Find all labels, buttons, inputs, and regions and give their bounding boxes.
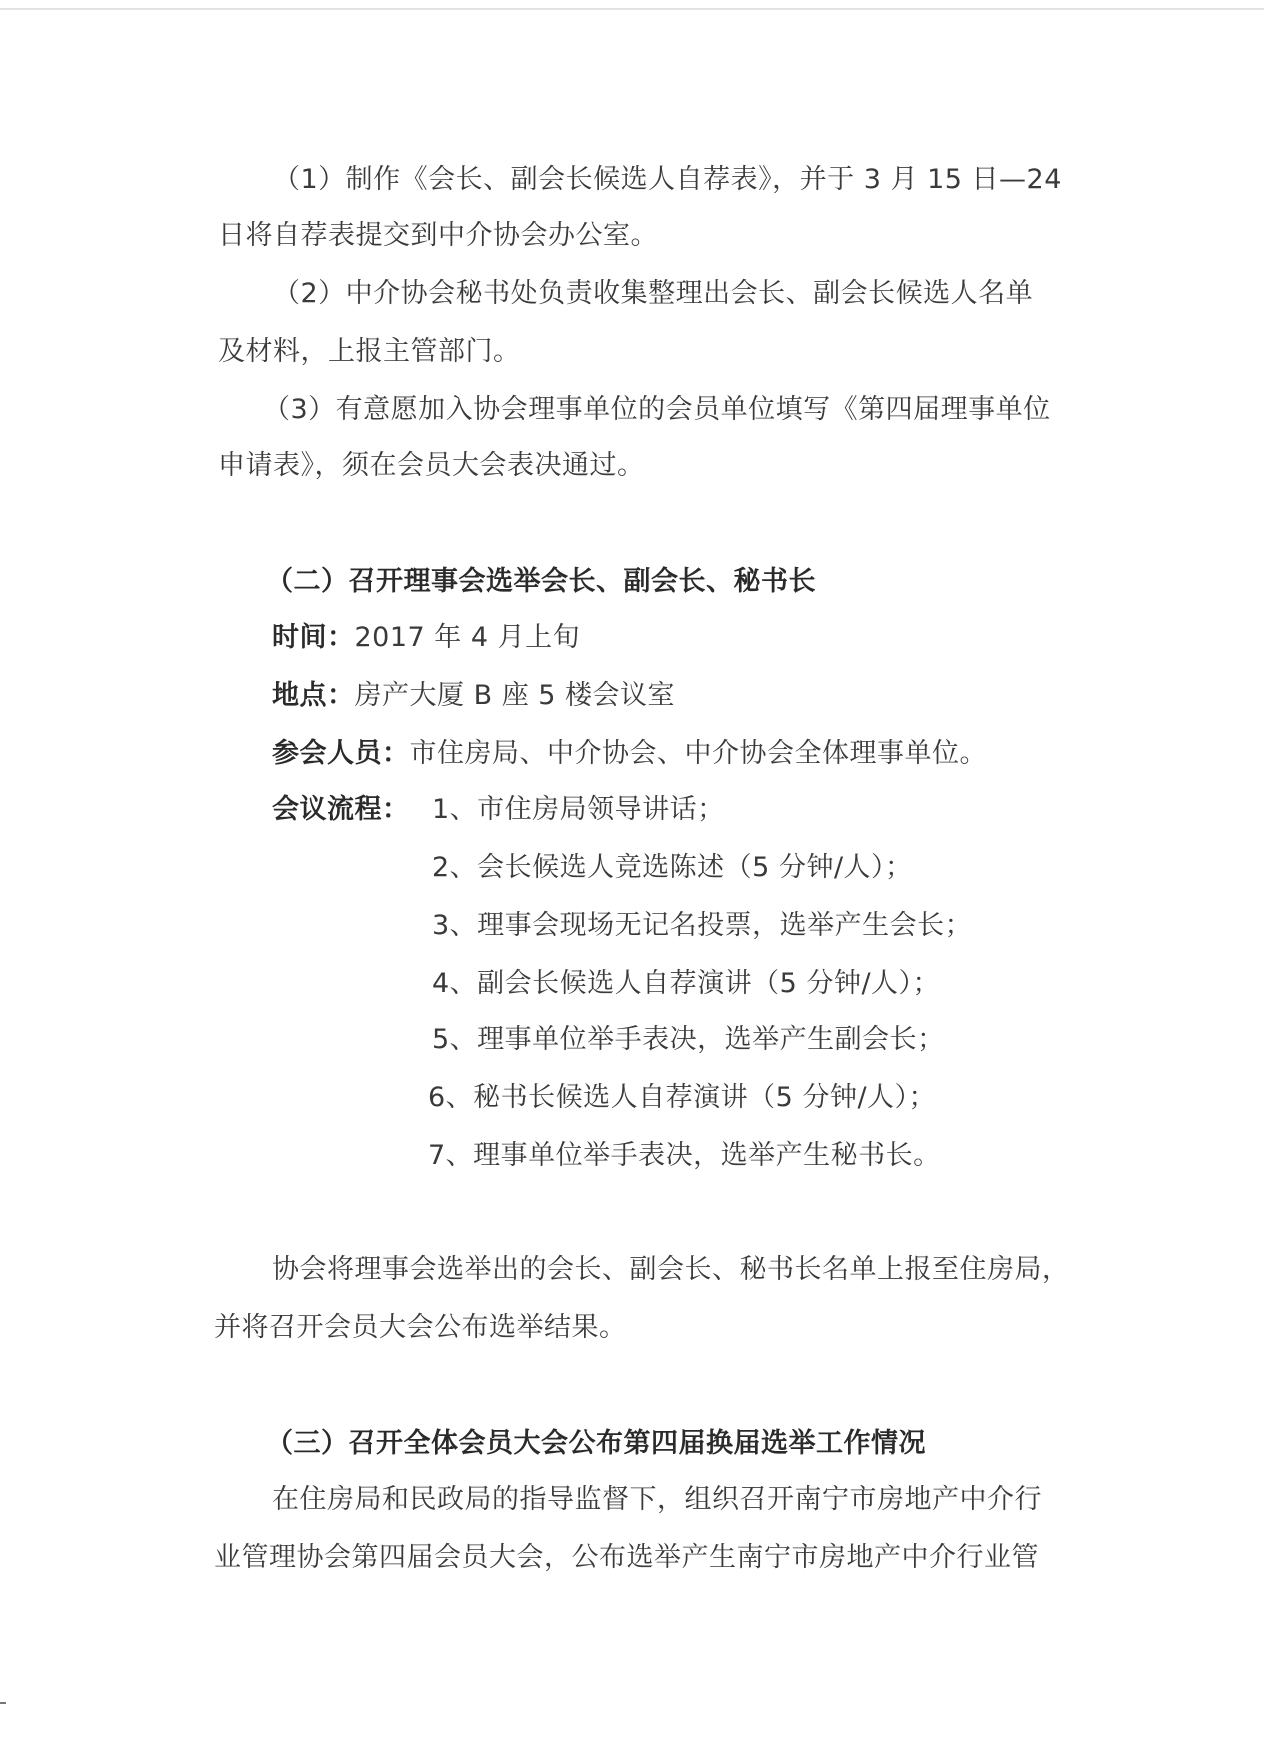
flow-step-4: 4、副会长候选人自荐演讲（5 分钟/人）； bbox=[432, 968, 941, 999]
flow-step-2: 2、会长候选人竞选陈述（5 分钟/人）； bbox=[432, 852, 913, 883]
meeting-place-value: 房产大厦 B 座 5 楼会议室 bbox=[354, 680, 676, 711]
flow-step-1: 1、市住房局领导讲话； bbox=[432, 794, 725, 825]
scan-top-rule bbox=[0, 8, 1264, 10]
list-item-1-line-1: （1）制作《会长、副会长候选人自荐表》，并于 3 月 15 日—24 bbox=[273, 164, 1062, 195]
section-2-summary-line-1: 协会将理事会选举出的会长、副会长、秘书长名单上报至住房局， bbox=[272, 1254, 1070, 1285]
section-3-paragraph-line-1: 在住房局和民政局的指导监督下，组织召开南宁市房地产中介行 bbox=[272, 1484, 1042, 1515]
flow-step-7: 7、理事单位举手表决，选举产生秘书长。 bbox=[428, 1140, 941, 1171]
meeting-place bbox=[272, 676, 675, 716]
section-2-heading: （二）召开理事会选举会长、副会长、秘书长 bbox=[266, 566, 816, 597]
meeting-place-label: 地点： bbox=[272, 680, 355, 711]
flow-step-6: 6、秘书长候选人自荐演讲（5 分钟/人）； bbox=[428, 1082, 937, 1113]
section-3-heading: （三）召开全体会员大会公布第四届换届选举工作情况 bbox=[266, 1428, 926, 1459]
list-item-3-line-2: 申请表》，须在会员大会表决通过。 bbox=[218, 450, 645, 481]
flow-step-5: 5、理事单位举手表决，选举产生副会长； bbox=[432, 1024, 945, 1055]
list-item-2-line-2: 及材料，上报主管部门。 bbox=[218, 336, 521, 367]
meeting-attendees-value: 市住房局、中介协会、中介协会全体理事单位。 bbox=[409, 738, 987, 769]
meeting-flow-label: 会议流程： bbox=[272, 794, 410, 825]
meeting-attendees bbox=[272, 734, 987, 774]
list-item-2-line-1: （2）中介协会秘书处负责收集整理出会长、副会长候选人名单 bbox=[273, 278, 1034, 309]
meeting-time bbox=[272, 618, 580, 658]
section-3-paragraph-line-2: 业管理协会第四届会员大会，公布选举产生南宁市房地产中介行业管 bbox=[214, 1542, 1039, 1573]
list-item-1-line-2: 日将自荐表提交到中介协会办公室。 bbox=[218, 220, 658, 251]
flow-step-3: 3、理事会现场无记名投票，选举产生会长； bbox=[432, 910, 973, 941]
meeting-time-label: 时间： bbox=[272, 622, 355, 653]
meeting-time-value: 2017 年 4 月上旬 bbox=[354, 622, 581, 653]
section-2-summary-line-2: 并将召开会员大会公布选举结果。 bbox=[214, 1312, 627, 1343]
list-item-3-line-1: （3）有意愿加入协会理事单位的会员单位填写《第四届理事单位 bbox=[263, 394, 1051, 425]
scan-edge-mark bbox=[0, 1702, 6, 1704]
meeting-attendees-label: 参会人员： bbox=[272, 738, 410, 769]
